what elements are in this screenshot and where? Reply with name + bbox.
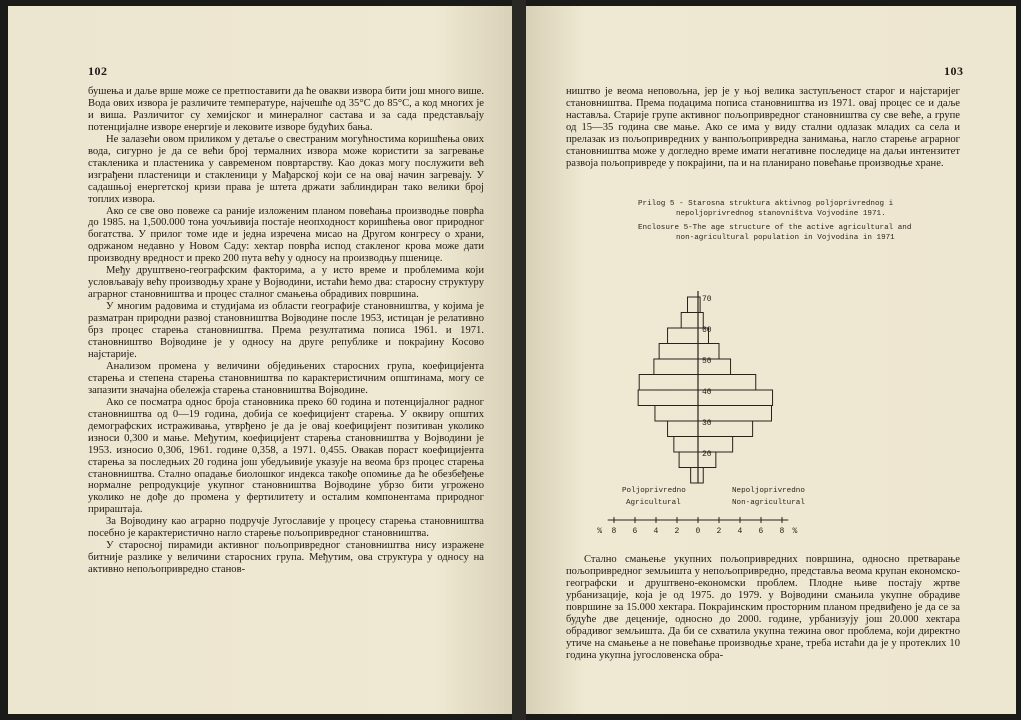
x-tick-label: 8 — [611, 527, 617, 536]
x-axis-unit: % — [792, 527, 798, 536]
bar-agricultural — [668, 421, 698, 437]
paragraph: Не залазећи овом приликом у детаље о свестраним могућностима коришћења ових вода, сигурно је да се већи број термалних извора може користити за загревање стакленика и пластеника у савременом повртарству. Као доказ могу послужити већ изграђени пластеници и стакленици у Мађарској који се на овај начин загревају. У садашњој енергетској кризи права је штета држати заблиндиран тако велики број топлих извора. — [88, 133, 484, 205]
x-axis-unit: % — [597, 527, 603, 536]
figure-caption-english-2: non-agricultural population in Vojvodina in 1971 — [676, 234, 895, 242]
x-tick-label: 2 — [674, 527, 680, 536]
right-series-label-english: Non-agricultural — [732, 499, 805, 507]
figure-caption-serbian-1: Prilog 5 - Starosna struktura aktivnog poljoprivrednog i — [638, 200, 894, 208]
paragraph: Ако се све ово повеже са раније изложеним планом повећања производње поврћа до 1985. на 1,500.000 тона уочљивија постаје неопходност коришћења овог природног богатства. У прилог томе иде и једна изречена мисао на Другом конгресу о храни, одржаном недавно у Новом Саду: хектар поврћа испод стакленог крова може дати производну вредност и преко 200 пута већу у односу на производњу пшенице. — [88, 205, 484, 265]
bar-agricultural — [681, 313, 698, 329]
paragraph: За Војводину као аграрно подручје Југославије у процесу старења становништва посебно је карактеристично нагло старење пољопривредног становништва. — [88, 516, 484, 540]
figure-caption-english-1: Enclosure 5-The age structure of the active agricultural and — [638, 224, 912, 232]
bar-agricultural — [639, 375, 698, 391]
left-page-number: 102 — [88, 64, 108, 78]
age-pyramid-chart — [526, 6, 1016, 566]
bar-agricultural — [654, 359, 698, 375]
right-page — [526, 6, 1016, 714]
left-series-label-english: Agricultural — [626, 499, 681, 507]
right-series-label-serbian: Nepoljoprivredno — [732, 487, 805, 495]
bar-agricultural — [659, 344, 698, 360]
x-tick-label: 2 — [716, 527, 722, 536]
x-tick-label: 6 — [632, 527, 638, 536]
age-tick-label: 50 — [702, 357, 712, 366]
bar-non-agricultural — [698, 468, 703, 484]
bar-agricultural — [674, 437, 698, 453]
bar-agricultural — [668, 328, 698, 344]
paragraph: Ако се посматра однос броја становника преко 60 година и потенцијалног радног становништва од 0—19 година, добија се коефицијент старења. У оквиру општих демографских истраживања, утврђено је да је овај коефицијент позитиван уколико износи 0,300 и мање. Међутим, коефицијент старења становништва у Војводини је 1953. износио 0,306, 1961. године 0,358, а 1971. 0,455. Овакав пораст коефицијента старења за последњих 20 година још убедљивије указује на веома брз процес старења становништва. Стално опадање биолошког индекса такође опомиње да ће обезбеђење нормалне репродукције укупног становништва Војводине убрзо бити угрожено уколико не дође до промена у фертилитету и осталим компонентама природног прираштаја. — [88, 396, 484, 516]
figure-caption-serbian-2: nepoljoprivrednog stanovništva Vojvodine 1971. — [676, 210, 886, 218]
age-tick-label: 70 — [702, 295, 712, 304]
bar-agricultural — [638, 390, 698, 406]
book-gutter — [512, 0, 526, 720]
paragraph: Стално смањење укупних пољопривредних површина, односно претварање пољопривредног земљишта у непољопривредно, представља веома крупан економско-географски и друштвено-економски проблем. Плодне њиве постају жртве урбанизације, која је од 1975. до 1979. у Војводини смањила укупне обрадиве површине за 15.000 хектара. Покрајинским просторним планом предвиђено је да се за будуће две деценије, односно до 2000. године, урбанизују још 20.000 хектара обрадивог земљишта. Да би се схватила укупна тежина овог проблема, који директно утиче на смањење а не повећање производње хране, треба истаћи да је у протеклих 10 година укупна југословенска обра- — [566, 554, 960, 661]
x-tick-label: 0 — [695, 527, 701, 536]
paragraph: Анализом промена у величини обједињених старосних група, коефицијента старења и степена старења становништва по карактеристичним општинама, могу се запазити значајна обележја старења становништва Војводине. — [88, 360, 484, 396]
paragraph: У старосној пирамиди активног пољопривредног становништва нису изражене битније разлике у величини старосних група. Међутим, ова структура у односу на активно непољопривредно станов- — [88, 540, 484, 576]
age-tick-label: 20 — [702, 450, 712, 459]
age-tick-label: 30 — [702, 419, 712, 428]
left-page — [8, 6, 512, 714]
age-tick-label: 40 — [702, 388, 712, 397]
paragraph: бушења и даље врше може се претпоставити да ће овакви извора бити још много више. Вода ових извора је различите температуре, најчешће од 35°C до 85°C, а код многих је и виша. Различитог су хемијског и минералног састава и за сада представљају потенцијалне изворе енергије и лековите изворе будућих бања. — [88, 86, 484, 133]
left-page-body — [88, 86, 484, 576]
x-tick-label: 8 — [779, 527, 785, 536]
paragraph: У многим радовима и студијама из области географије становништва, у којима је разматран природни развој становништва Војводине после 1953, истицан је релативно брз процес старења становништва. Према резултатима пописа 1961. и 1971. становништво Војводине је у односу на друге републике и покрајину Косово најстарије. — [88, 301, 484, 360]
paragraph: Међу друштвено-географским факторима, а у исто време и проблемима који условљавају већу производњу хране у Војводини, истаћи ћемо два: старосну структуру аграрног становништва и процес сталног смањења обрадивих површина. — [88, 265, 484, 301]
x-tick-label: 6 — [758, 527, 764, 536]
bar-agricultural — [688, 297, 699, 313]
x-tick-label: 4 — [653, 527, 659, 536]
age-tick-label: 60 — [702, 326, 712, 335]
bar-agricultural — [679, 452, 698, 468]
x-tick-label: 4 — [737, 527, 743, 536]
right-page-number: 103 — [944, 64, 964, 78]
right-page-body-bottom — [566, 554, 960, 662]
left-series-label-serbian: Poljoprivredno — [622, 487, 686, 495]
bar-agricultural — [655, 406, 698, 422]
bar-agricultural — [691, 468, 698, 484]
paragraph: ништво је веома неповољна, јер је у њој велика заступљеност старог и најстаријег становништва. Према подацима пописа становништва из 1971. овај процес се и даље наставља. Старије групе активног пољопривредног становништва су све веће, а групе од 15—35 година све мање. Ако се има у виду стални одлазак младих са села и прелазак из пољопривредних у ванпољопривредна занимања, нагло старење аграрног становништва може у догледно време имати негативне последице на даљи интензитет развоја пољопривреде у покрајини, па и на планирано повећање производње хране. — [566, 86, 960, 169]
